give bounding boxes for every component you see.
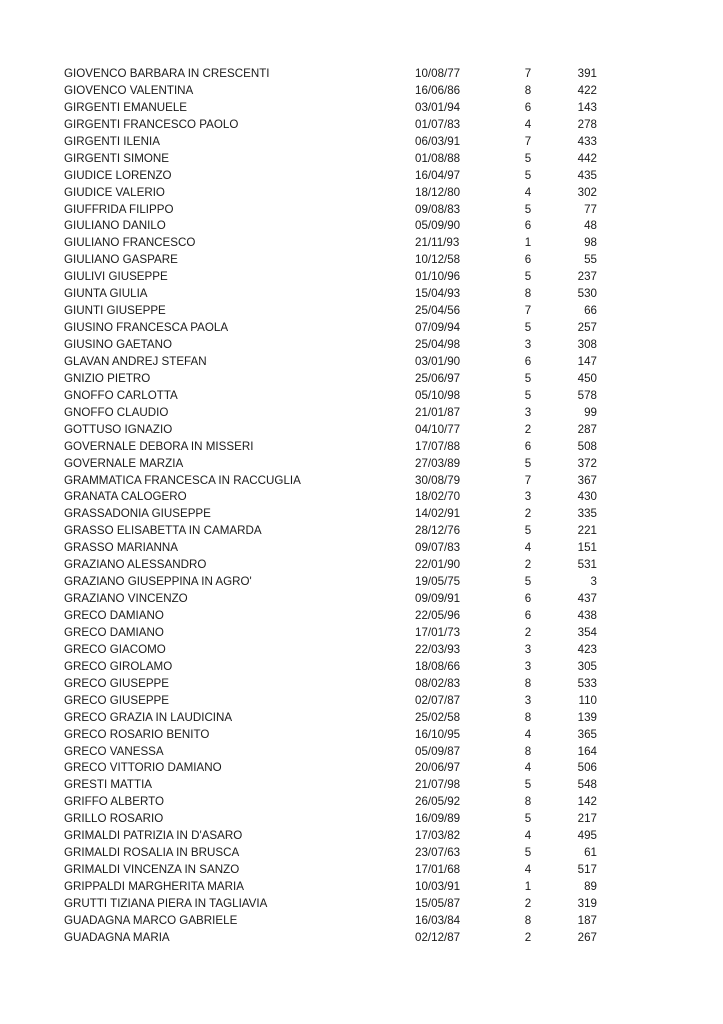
value-cell: 55 (584, 253, 597, 267)
table-row (0, 235, 723, 252)
table-row (0, 151, 723, 168)
value-cell: 435 (577, 168, 597, 182)
value-cell: 187 (577, 913, 597, 927)
value-cell: 422 (577, 83, 597, 97)
number-cell: 4 (524, 829, 532, 843)
table-row (0, 506, 723, 523)
number-cell: 2 (524, 930, 532, 944)
number-cell: 5 (524, 778, 532, 792)
number-cell: 5 (524, 202, 532, 216)
table-row (0, 422, 723, 439)
table-row (0, 710, 723, 727)
value-cell: 48 (584, 219, 597, 233)
date-cell: 01/10/96 (415, 270, 461, 284)
name-cell: GRIMALDI ROSALIA IN BRUSCA (64, 846, 240, 860)
value-cell: 495 (577, 829, 597, 843)
date-cell: 25/06/97 (415, 371, 461, 385)
table-row (0, 489, 723, 506)
name-cell: GRUTTI TIZIANA PIERA IN TAGLIAVIA (64, 896, 268, 910)
name-cell: GOTTUSO IGNAZIO (64, 422, 173, 436)
value-cell: 77 (584, 202, 597, 216)
table-row (0, 862, 723, 879)
name-cell: GIULIANO DANILO (64, 219, 166, 233)
date-cell: 15/04/93 (415, 287, 461, 301)
table-row (0, 811, 723, 828)
table-row (0, 777, 723, 794)
table-row (0, 117, 723, 134)
date-cell: 18/08/66 (415, 659, 461, 673)
table-row (0, 659, 723, 676)
table-row (0, 845, 723, 862)
name-cell: GUADAGNA MARCO GABRIELE (64, 913, 238, 927)
date-cell: 22/05/96 (415, 609, 461, 622)
number-cell: 8 (524, 795, 532, 809)
name-cell: GIUDICE VALERIO (64, 185, 165, 199)
name-cell: GRANATA CALOGERO (64, 490, 187, 504)
date-cell: 20/06/97 (415, 761, 461, 775)
number-cell: 5 (524, 388, 532, 402)
value-cell: 143 (577, 100, 597, 114)
number-cell: 5 (524, 575, 532, 589)
date-cell: 23/07/63 (415, 846, 461, 860)
date-cell: 10/12/58 (415, 253, 461, 267)
value-cell: 533 (577, 676, 597, 690)
date-cell: 17/03/82 (415, 829, 461, 843)
date-cell: 08/02/83 (415, 676, 461, 690)
name-cell: GRASSO ELISABETTA IN CAMARDA (64, 524, 262, 538)
value-cell: 142 (577, 795, 597, 809)
table-row (0, 591, 723, 608)
date-cell: 17/07/88 (415, 439, 461, 453)
name-cell: GRECO DAMIANO (64, 609, 164, 622)
name-cell: GRIMALDI PATRIZIA IN D'ASARO (64, 829, 243, 843)
number-cell: 5 (524, 371, 532, 385)
value-cell: 237 (577, 270, 597, 284)
value-cell: 139 (577, 710, 597, 724)
number-cell: 6 (524, 609, 532, 622)
value-cell: 302 (577, 185, 597, 199)
value-cell: 372 (577, 456, 597, 470)
value-cell: 221 (577, 524, 597, 538)
value-cell: 437 (577, 592, 597, 606)
records-table (0, 66, 723, 947)
name-cell: GRESTI MATTIA (64, 778, 153, 792)
date-cell: 25/02/58 (415, 710, 461, 724)
name-cell: GRASSADONIA GIUSEPPE (64, 507, 211, 521)
number-cell: 4 (524, 185, 532, 199)
number-cell: 2 (524, 507, 532, 521)
value-cell: 147 (577, 354, 597, 368)
table-row (0, 303, 723, 320)
date-cell: 21/07/98 (415, 778, 461, 792)
name-cell: GIUDICE LORENZO (64, 168, 172, 182)
date-cell: 03/01/94 (415, 100, 461, 114)
name-cell: GIULIANO GASPARE (64, 253, 178, 267)
number-cell: 5 (524, 846, 532, 860)
date-cell: 05/09/87 (415, 744, 461, 758)
name-cell: GRASSO MARIANNA (64, 541, 179, 555)
table-row (0, 557, 723, 574)
table-row (0, 744, 723, 761)
date-cell: 03/01/90 (415, 354, 461, 368)
name-cell: GIUNTA GIULIA (64, 287, 148, 301)
number-cell: 6 (524, 100, 532, 114)
value-cell: 517 (577, 863, 597, 877)
name-cell: GRECO GRAZIA IN LAUDICINA (64, 710, 233, 724)
value-cell: 367 (577, 473, 597, 487)
number-cell: 2 (524, 422, 532, 436)
table-row (0, 456, 723, 473)
name-cell: GRILLO ROSARIO (64, 812, 164, 826)
table-row (0, 625, 723, 642)
value-cell: 267 (577, 930, 597, 944)
date-cell: 18/02/70 (415, 490, 461, 504)
table-row (0, 828, 723, 845)
date-cell: 05/09/90 (415, 219, 461, 233)
date-cell: 10/03/91 (415, 880, 461, 893)
value-cell: 89 (584, 880, 597, 893)
date-cell: 17/01/73 (415, 625, 461, 639)
date-cell: 16/03/84 (415, 913, 461, 927)
date-cell: 02/07/87 (415, 693, 461, 707)
number-cell: 5 (524, 151, 532, 165)
number-cell: 3 (524, 659, 532, 673)
table-row (0, 794, 723, 811)
number-cell: 8 (524, 710, 532, 724)
name-cell: GIULIANO FRANCESCO (64, 236, 196, 250)
number-cell: 3 (524, 693, 532, 707)
date-cell: 19/05/75 (415, 575, 461, 589)
value-cell: 257 (577, 321, 597, 335)
date-cell: 25/04/56 (415, 304, 461, 318)
number-cell: 7 (524, 134, 532, 148)
value-cell: 531 (577, 558, 597, 572)
date-cell: 21/11/93 (415, 236, 460, 250)
date-cell: 27/03/89 (415, 456, 461, 470)
table-row (0, 100, 723, 117)
date-cell: 01/07/83 (415, 117, 461, 131)
name-cell: GIRGENTI FRANCESCO PAOLO (64, 117, 239, 131)
name-cell: GOVERNALE DEBORA IN MISSERI (64, 439, 254, 453)
name-cell: GRAMMATICA FRANCESCA IN RACCUGLIA (64, 473, 301, 487)
name-cell: GNIZIO PIETRO (64, 371, 151, 385)
value-cell: 98 (584, 236, 597, 250)
value-cell: 430 (577, 490, 597, 504)
name-cell: GRIFFO ALBERTO (64, 795, 165, 809)
number-cell: 5 (524, 456, 532, 470)
number-cell: 6 (524, 439, 532, 453)
date-cell: 10/08/77 (415, 67, 461, 80)
date-cell: 16/10/95 (415, 727, 461, 741)
value-cell: 61 (584, 846, 597, 860)
number-cell: 4 (524, 727, 532, 741)
date-cell: 22/01/90 (415, 558, 461, 572)
number-cell: 3 (524, 338, 532, 351)
value-cell: 506 (577, 761, 597, 775)
number-cell: 8 (524, 83, 532, 97)
table-row (0, 913, 723, 930)
number-cell: 4 (524, 541, 532, 555)
date-cell: 18/12/80 (415, 185, 461, 199)
value-cell: 548 (577, 778, 597, 792)
name-cell: GRIMALDI VINCENZA IN SANZO (64, 863, 240, 877)
number-cell: 5 (524, 270, 532, 284)
number-cell: 5 (524, 168, 532, 182)
date-cell: 05/10/98 (415, 388, 461, 402)
name-cell: GIUSINO FRANCESCA PAOLA (64, 321, 229, 335)
table-row (0, 252, 723, 269)
value-cell: 99 (584, 405, 597, 419)
name-cell: GRECO ROSARIO BENITO (64, 727, 210, 741)
name-cell: GIULIVI GIUSEPPE (64, 270, 168, 284)
date-cell: 22/03/93 (415, 642, 461, 656)
table-row (0, 896, 723, 913)
number-cell: 8 (524, 287, 532, 301)
date-cell: 14/02/91 (415, 507, 461, 521)
value-cell: 508 (577, 439, 597, 453)
table-row (0, 337, 723, 354)
table-row (0, 439, 723, 456)
number-cell: 3 (524, 490, 532, 504)
table-row (0, 879, 723, 896)
name-cell: GRECO VANESSA (64, 744, 164, 758)
value-cell: 433 (577, 134, 597, 148)
table-row (0, 727, 723, 744)
number-cell: 1 (524, 880, 532, 893)
date-cell: 04/10/77 (415, 422, 461, 436)
name-cell: GIOVENCO VALENTINA (64, 83, 194, 97)
name-cell: GIRGENTI SIMONE (64, 151, 169, 165)
name-cell: GIUNTI GIUSEPPE (64, 304, 166, 318)
table-row (0, 354, 723, 371)
date-cell: 25/04/98 (415, 338, 461, 351)
number-cell: 8 (524, 744, 532, 758)
number-cell: 3 (524, 405, 532, 419)
value-cell: 365 (577, 727, 597, 741)
name-cell: GIRGENTI EMANUELE (64, 100, 188, 114)
name-cell: GRECO GIUSEPPE (64, 693, 170, 707)
date-cell: 07/09/94 (415, 321, 461, 335)
number-cell: 6 (524, 253, 532, 267)
date-cell: 16/04/97 (415, 168, 461, 182)
number-cell: 6 (524, 219, 532, 233)
table-row (0, 83, 723, 100)
number-cell: 4 (524, 761, 532, 775)
value-cell: 391 (577, 67, 597, 80)
number-cell: 3 (524, 642, 532, 656)
name-cell: GUADAGNA MARIA (64, 930, 170, 944)
date-cell: 21/01/87 (415, 405, 461, 419)
name-cell: GRECO DAMIANO (64, 625, 164, 639)
table-row (0, 642, 723, 659)
table-row (0, 676, 723, 693)
table-row (0, 320, 723, 337)
name-cell: GIOVENCO BARBARA IN CRESCENTI (64, 67, 270, 80)
table-row (0, 202, 723, 219)
value-cell: 217 (577, 812, 597, 826)
value-cell: 530 (577, 287, 597, 301)
value-cell: 335 (577, 507, 597, 521)
name-cell: GRAZIANO VINCENZO (64, 592, 188, 606)
value-cell: 151 (577, 541, 597, 555)
value-cell: 66 (584, 304, 597, 318)
name-cell: GRAZIANO GIUSEPPINA IN AGRO' (64, 575, 252, 589)
name-cell: GRECO GIROLAMO (64, 659, 173, 673)
value-cell: 308 (577, 338, 597, 351)
value-cell: 578 (577, 388, 597, 402)
number-cell: 7 (524, 304, 532, 318)
date-cell: 16/06/86 (415, 83, 461, 97)
name-cell: GNOFFO CARLOTTA (64, 388, 178, 402)
table-row (0, 405, 723, 422)
value-cell: 3 (590, 575, 597, 589)
number-cell: 4 (524, 117, 532, 131)
table-row (0, 608, 723, 625)
value-cell: 110 (578, 693, 597, 707)
number-cell: 7 (524, 473, 532, 487)
date-cell: 26/05/92 (415, 795, 461, 809)
value-cell: 423 (577, 642, 597, 656)
number-cell: 2 (524, 558, 532, 572)
number-cell: 6 (524, 354, 532, 368)
name-cell: GIRGENTI ILENIA (64, 134, 160, 148)
table-row (0, 760, 723, 777)
value-cell: 278 (577, 117, 597, 131)
number-cell: 6 (524, 592, 532, 606)
number-cell: 8 (524, 676, 532, 690)
date-cell: 30/08/79 (415, 473, 461, 487)
number-cell: 7 (524, 67, 532, 80)
name-cell: GLAVAN ANDREJ STEFAN (64, 354, 207, 368)
number-cell: 8 (524, 913, 532, 927)
table-row (0, 473, 723, 490)
table-row (0, 185, 723, 202)
date-cell: 01/08/88 (415, 151, 461, 165)
name-cell: GRAZIANO ALESSANDRO (64, 558, 207, 572)
number-cell: 2 (524, 896, 532, 910)
value-cell: 305 (577, 659, 597, 673)
table-row (0, 930, 723, 947)
value-cell: 450 (577, 371, 597, 385)
number-cell: 5 (524, 524, 532, 538)
table-row (0, 693, 723, 710)
table-row (0, 269, 723, 286)
number-cell: 5 (524, 321, 532, 335)
name-cell: GRECO VITTORIO DAMIANO (64, 761, 222, 775)
table-row (0, 371, 723, 388)
table-row (0, 134, 723, 151)
table-row (0, 523, 723, 540)
date-cell: 09/08/83 (415, 202, 461, 216)
name-cell: GIUSINO GAETANO (64, 338, 173, 351)
name-cell: GIUFFRIDA FILIPPO (64, 202, 174, 216)
value-cell: 438 (577, 609, 597, 622)
number-cell: 1 (524, 236, 532, 250)
date-cell: 02/12/87 (415, 930, 461, 944)
value-cell: 354 (577, 625, 597, 639)
number-cell: 2 (524, 625, 532, 639)
date-cell: 09/07/83 (415, 541, 461, 555)
date-cell: 06/03/91 (415, 134, 461, 148)
date-cell: 09/09/91 (415, 592, 461, 606)
table-row (0, 574, 723, 591)
name-cell: GRECO GIACOMO (64, 642, 166, 656)
number-cell: 5 (524, 812, 532, 826)
table-row (0, 168, 723, 185)
table-row (0, 66, 723, 83)
table-row (0, 286, 723, 303)
value-cell: 442 (577, 151, 597, 165)
value-cell: 319 (577, 896, 597, 910)
name-cell: GOVERNALE MARZIA (64, 456, 184, 470)
value-cell: 287 (577, 422, 597, 436)
date-cell: 28/12/76 (415, 524, 461, 538)
number-cell: 4 (524, 863, 532, 877)
name-cell: GRIPPALDI MARGHERITA MARIA (64, 880, 244, 893)
date-cell: 17/01/68 (415, 863, 461, 877)
value-cell: 164 (577, 744, 597, 758)
date-cell: 15/05/87 (415, 896, 461, 910)
table-row (0, 218, 723, 235)
name-cell: GNOFFO CLAUDIO (64, 405, 169, 419)
date-cell: 16/09/89 (415, 812, 461, 826)
table-row (0, 388, 723, 405)
table-row (0, 540, 723, 557)
name-cell: GRECO GIUSEPPE (64, 676, 170, 690)
